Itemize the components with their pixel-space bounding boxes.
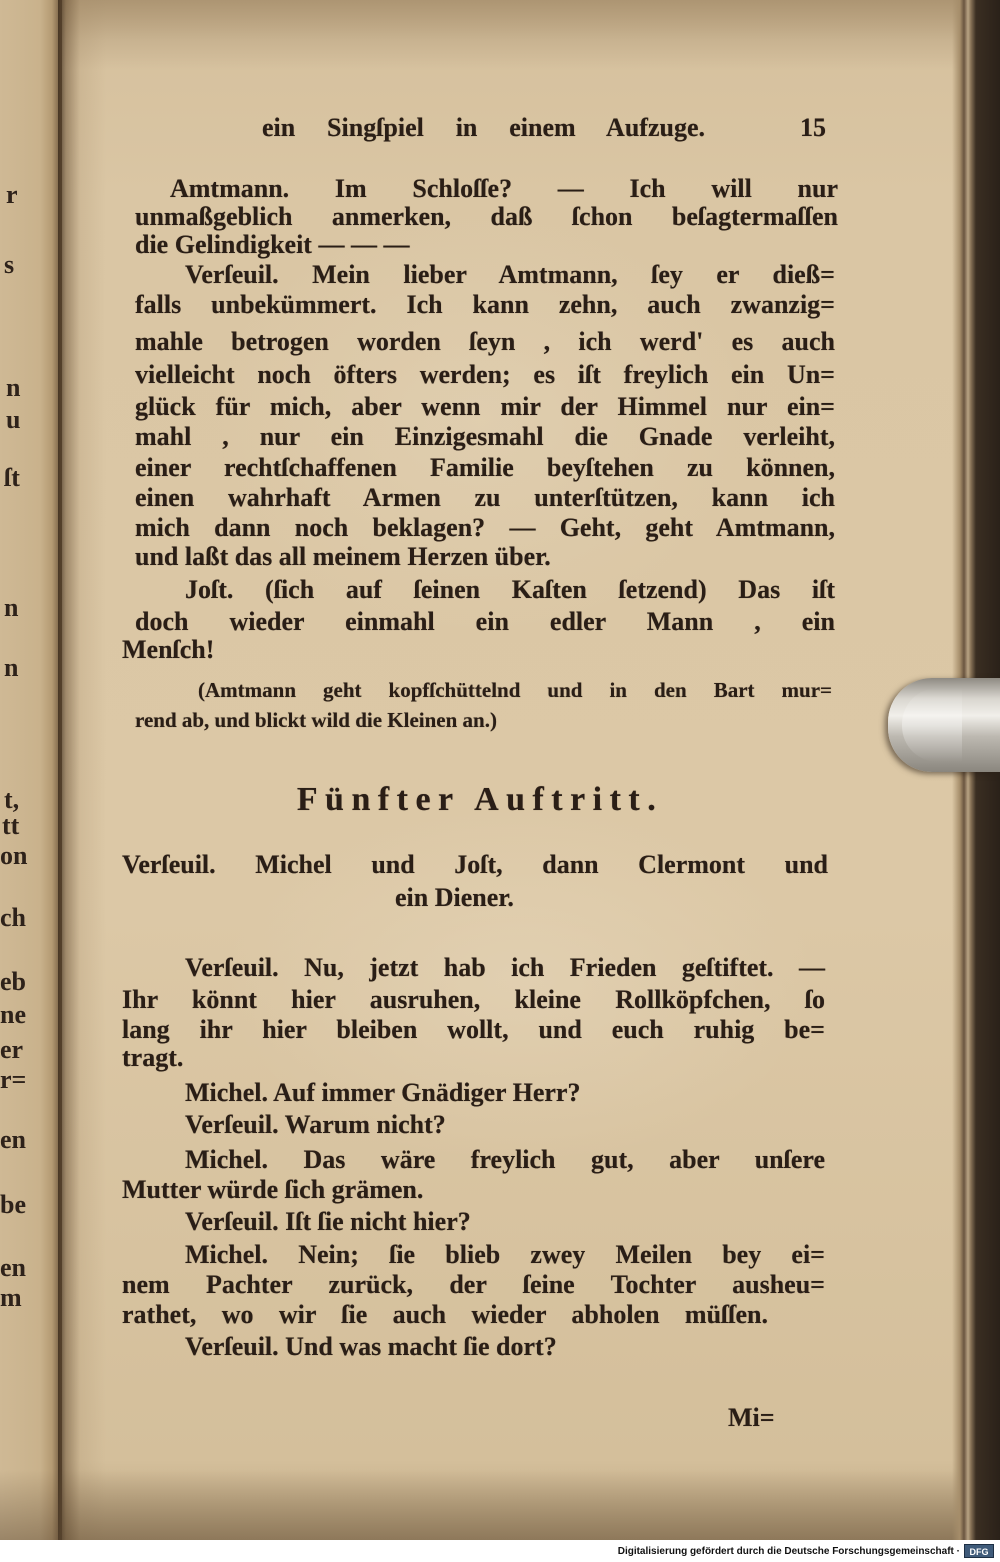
text-line: Verſeuil. Iſt ſie nicht hier? [185, 1207, 471, 1236]
text-line: einen wahrhaft Armen zu unterſtützen, kann ich [135, 483, 835, 512]
facing-page-fragment: ne [0, 1000, 26, 1029]
facing-page-strip [0, 0, 62, 1540]
text-line: Michel. Das wäre freylich gut, aber unſere [185, 1145, 825, 1174]
footer-bar [0, 1540, 1000, 1562]
gutter-shadow [58, 0, 106, 1540]
facing-page-fragment: n [6, 373, 21, 402]
facing-page-fragment: r [6, 180, 18, 209]
page-clip [888, 678, 1000, 772]
facing-page-fragment: n [4, 653, 19, 682]
cast-line: ein Diener. [395, 883, 514, 912]
facing-page-fragment: m [0, 1283, 22, 1312]
page-number: 15 [800, 113, 826, 142]
facing-page-fragment: er [0, 1035, 24, 1064]
text-line: rathet, wo wir ſie auch wieder abholen müſſen. [122, 1300, 768, 1329]
facing-page-fragment: r= [0, 1065, 27, 1094]
facing-page-fragment: s [4, 250, 15, 279]
text-line: vielleicht noch öfters werden; es iſt freylich ein Un= [135, 360, 835, 389]
text-line: tragt. [122, 1043, 184, 1072]
text-line: glück für mich, aber wenn mir der Himmel nur ein= [135, 392, 835, 421]
facing-page-fragment: u [6, 405, 21, 434]
digitization-credit: Digitalisierung gefördert durch die Deutsche Forschungsgemeinschaft · [617, 1546, 960, 1557]
top-shadow [0, 0, 1000, 70]
text-line: Menſch! [122, 635, 215, 664]
stage-direction-line: rend ab, und blickt wild die Kleinen an.) [135, 708, 497, 732]
facing-page-fragment: tt [2, 811, 20, 840]
text-line: einer rechtſchaffenen Familie beyſtehen zu können, [135, 453, 835, 482]
text-line: falls unbekümmert. Ich kann zehn, auch zwanzig= [135, 290, 835, 319]
facing-page-fragment: ſt [4, 463, 20, 492]
text-line: Verſeuil. Warum nicht? [185, 1110, 446, 1139]
facing-page-fragment: ch [0, 903, 26, 932]
facing-page-fragment: eb [0, 967, 26, 996]
text-line: die Gelindigkeit — — — [135, 230, 410, 259]
text-line: Verſeuil. Mein lieber Amtmann, ſey er dieß= [185, 260, 835, 289]
text-line: und laßt das all meinem Herzen über. [135, 542, 551, 571]
text-line: Verſeuil. Nu, jetzt hab ich Frieden geſtiftet. — [185, 953, 825, 982]
facing-page-fragment: t, [4, 785, 20, 814]
text-line: lang ihr hier bleiben wollt, und euch ruhig be= [122, 1015, 825, 1044]
text-line: Mutter würde ſich grämen. [122, 1175, 424, 1204]
bottom-shadow [0, 1470, 1000, 1540]
facing-page-fragment: be [0, 1190, 26, 1219]
text-line: doch wieder einmahl ein edler Mann , ein [135, 607, 835, 636]
catchword: Mi= [728, 1403, 775, 1432]
running-title: ein Singſpiel in einem Aufzuge. [262, 113, 705, 142]
cast-line: Verſeuil. Michel und Joſt, dann Clermont und [122, 850, 828, 879]
text-line: Ihr könnt hier ausruhen, kleine Rollköpfchen, ſo [122, 985, 825, 1014]
facing-page-fragment: en [0, 1125, 26, 1154]
scene-heading: Fünfter Auftritt. [296, 781, 664, 818]
text-line: Michel. Auf immer Gnädiger Herr? [185, 1078, 581, 1107]
stage-direction-line: (Amtmann geht kopfſchüttelnd und in den Bart mur= [198, 678, 832, 702]
text-line: Amtmann. Im Schloſſe? — Ich will nur [170, 174, 838, 203]
text-line: Michel. Nein; ſie blieb zwey Meilen bey ei= [185, 1240, 825, 1269]
text-line: mahl , nur ein Einzigesmahl die Gnade verleiht, [135, 422, 835, 451]
facing-page-fragment: n [4, 593, 19, 622]
text-line: unmaßgeblich anmerken, daß ſchon beſagtermaſſen [135, 202, 838, 231]
text-line: Joſt. (ſich auf ſeinen Kaſten ſetzend) Das iſt [185, 575, 835, 604]
text-line: Verſeuil. Und was macht ſie dort? [185, 1332, 557, 1361]
facing-page-fragment: en [0, 1253, 26, 1282]
text-line: mich dann noch beklagen? — Geht, geht Amtmann, [135, 513, 835, 542]
text-line: mahle betrogen worden ſeyn , ich werd' es auch [135, 327, 835, 356]
dfg-logo: DFG [964, 1544, 994, 1558]
text-line: nem Pachter zurück, der ſeine Tochter ausheu= [122, 1270, 825, 1299]
facing-page-fragment: on [0, 841, 28, 870]
